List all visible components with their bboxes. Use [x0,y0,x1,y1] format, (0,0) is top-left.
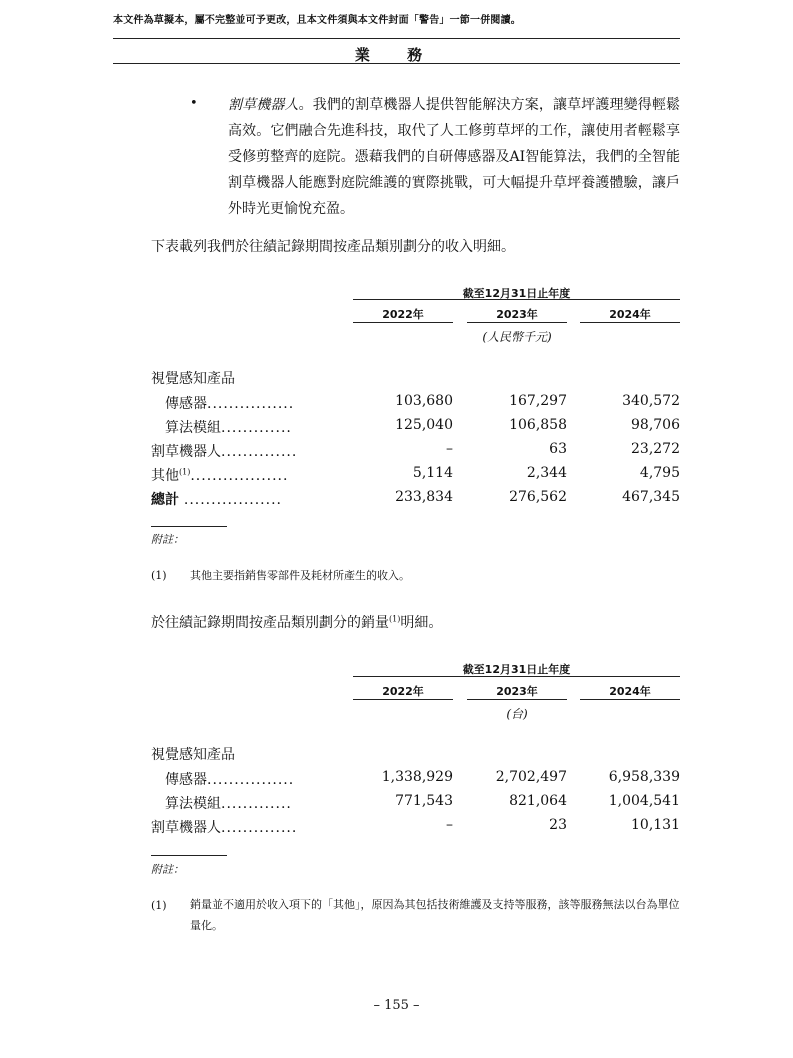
volume-year-2024: 2024年 [609,685,651,698]
table-row-label: 傳感器................ [165,396,295,412]
table-cell: 10,131 [631,817,680,833]
revenue-year-rule [353,322,453,323]
header-top-rule [113,38,680,39]
revenue-unit: (人民幣千元) [482,330,552,344]
table-row-label: 傳感器................ [165,772,295,788]
volume-note-text: 銷量並不適用於收入項下的「其他」，原因為其包括技術維護及支持等服務，該等服務無法以台為單位量化。 [190,898,680,932]
volume-period-header: 截至12月31日止年度 [462,663,571,676]
footnote-marker: (1) [389,614,401,624]
revenue-year-rule [467,322,567,323]
table-cell: 2,702,497 [495,769,567,785]
table-cell: 98,706 [631,417,680,433]
table-row-label: 其他$^{(1)}$.................. [151,467,289,484]
bullet-marker: • [190,96,198,111]
table-cell: 103,680 [395,393,453,409]
bullet-paragraph [228,92,680,222]
volume-year-2023: 2023年 [496,685,538,698]
table-total-cell: 233,834 [395,489,453,505]
notes-rule [151,526,227,527]
table-cell: 1,338,929 [381,769,453,785]
revenue-year-2022: 2022年 [382,308,424,321]
table-cell: 23,272 [631,441,680,457]
table-cell: 771,543 [395,793,453,809]
table-row-label: 割草機器人.............. [151,444,298,460]
revenue-intro: 下表載列我們於往績記錄期間按產品類別劃分的收入明細。 [151,239,515,255]
revenue-category-label: 視覺感知產品 [151,371,235,387]
volume-category-label: 視覺感知產品 [151,747,235,763]
table-cell: 125,040 [395,417,453,433]
table-cell: – [446,817,453,833]
revenue-year-2024: 2024年 [609,308,651,321]
revenue-year-rule [580,322,680,323]
table-cell: 6,958,339 [608,769,680,785]
volume-notes-title: 附註： [151,863,184,876]
bullet-lead: 割草機器人 [228,97,299,113]
volume-year-rule [467,699,567,700]
table-row-label: 算法模組............. [165,796,292,812]
revenue-note-text: 其他主要指銷售零部件及耗材所產生的收入。 [190,569,410,582]
revenue-note-number: (1) [151,569,167,582]
table-cell: 63 [549,441,567,457]
volume-year-rule [580,699,680,700]
table-cell: 4,795 [639,465,680,481]
section-title: 業 務 [354,46,439,64]
notes-rule [151,855,227,856]
volume-header-rule [353,676,680,677]
table-cell: 106,858 [509,417,567,433]
draft-warning: 本文件為草擬本，屬不完整並可予更改，且本文件須與本文件封面「警告」一節一併閱讀。 [113,15,521,26]
table-cell: 1,004,541 [608,793,680,809]
table-cell: 5,114 [412,465,453,481]
header-bottom-rule [113,63,680,64]
bullet-text: 。我們的割草機器人提供智能解決方案，讓草坪護理變得輕鬆高效。它們融合先進科技，取代了人工修剪草坪的工作，讓使用者輕鬆享受修剪整齊的庭院。憑藉我們的自研傳感器及AI智能算法，我們的全智能割草機器人能應對庭院維護的實際挑戰，可大幅提升草坪養護體驗，讓戶外時光更愉悅充盈。 [228,97,681,217]
volume-intro: 於往績記錄期間按產品類別劃分的銷量$^{(1)}$明細。 [151,614,443,631]
table-total-cell: 276,562 [509,489,567,505]
volume-note-number: (1) [151,899,167,912]
table-total-cell: 467,345 [622,489,680,505]
volume-unit: (台) [506,707,528,721]
revenue-notes-title: 附註： [151,533,184,546]
table-total-label: 總計 .................. [151,492,282,508]
page-number: – 155 – [373,998,420,1013]
revenue-year-2023: 2023年 [496,308,538,321]
table-row-label: 算法模組............. [165,420,292,436]
table-cell: 340,572 [622,393,680,409]
revenue-header-rule [353,299,680,300]
table-cell: – [446,441,453,457]
volume-year-2022: 2022年 [382,685,424,698]
volume-year-rule [353,699,453,700]
table-cell: 2,344 [526,465,567,481]
table-cell: 821,064 [509,793,567,809]
table-cell: 23 [549,817,567,833]
table-cell: 167,297 [509,393,567,409]
table-row-label: 割草機器人.............. [151,820,298,836]
footnote-marker: (1) [179,467,191,477]
revenue-period-header: 截至12月31日止年度 [462,287,571,300]
